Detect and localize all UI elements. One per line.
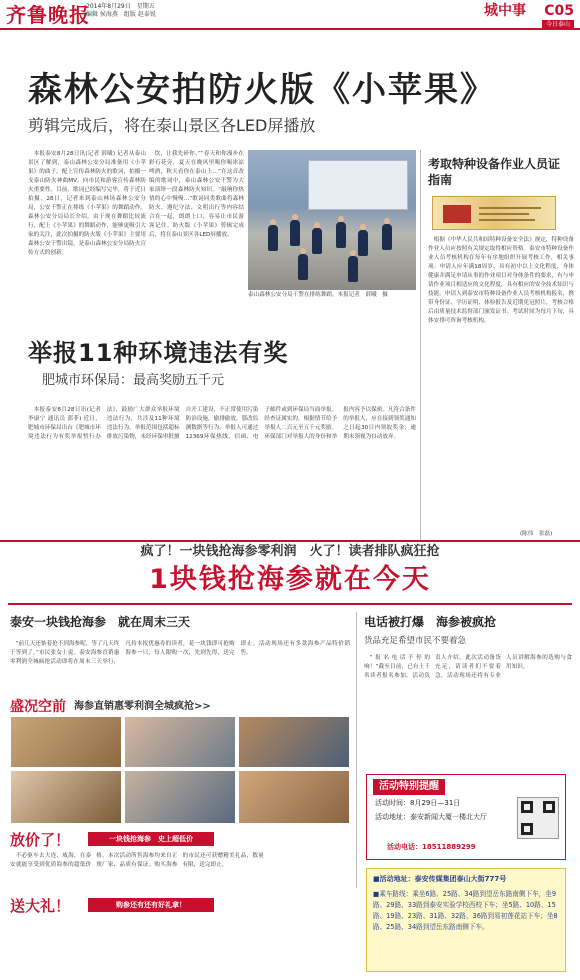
masthead: [0, 0, 580, 30]
address-line: ■活动地址：泰安传媒集团泰山大街777号: [373, 875, 507, 883]
ad-left-body: “前几天还惦着抢不到海参呢，等了几天终于等到了。”市民张女士说。泰安海参直销惠零利润全城疯抢活动即将在周末三天举行，凡持本报优惠券的读者，花一块钱即可抢购海参一只，每人限购一次，先到先得，送完即止。活动现场还有多款海参产品特价销售。: [10, 641, 350, 665]
issue-date: 2014年8月29日 星期五: [86, 3, 155, 10]
event-notice-title: 活动特别提醒: [373, 779, 445, 795]
story1-headline: 森林公安拍防火版《小苹果》: [28, 70, 496, 110]
certificate-image: [432, 196, 556, 230]
story1-column-1: 本报泰安8月28日讯(记者 薛曦) 记者从泰山景区了解到，泰山森林公安分局准备用《小苹果》的曲子，配上宣传森林防火的歌词，拍摄一支泰山防火神曲MV，向市民和游客宣传森林防火重要性。目前，歌词已经编写完毕，将于近日拍摄。28日，记者来到泰山林场森林公安分局，公安干警正在排练《小苹果》的舞蹈动作。森林公安分局局长介绍，由于现在舞蹈比较流行，配上《小苹果》的舞蹈动作，能够更吸引大家的关注，此次拍摄的防火版《小苹果》主要用森林公安干警出镜，是泰山森林公安分局防火宣传方式的创新。: [28, 151, 146, 256]
story3-headline: 举报11种环境违法有奖: [28, 339, 289, 367]
story2-headline: 考取特种设备作业人员证指南: [428, 157, 561, 187]
ad-top-divider: [0, 540, 580, 542]
story3-body: 本报泰安8月28日讯(记者 李康宁 通讯员 郭菲) 近日，肥城市环保局出台《肥城市环境违法行为有奖举报暂行办法》，鼓励广大群众举报环境违法行为，共涉及11种环境违法行为。举报范围包括超标排放污染物，未经环保审批擅自开工建设，不正常使用污染防治设施，偷排偷放，篡改监测数据等行为。举报人可通过12369环保热线、信函、电子邮件或到环保局当面举报。经查证属实的，根据情节给予举报人二百元至五千元奖励。环保部门对举报人的身份和举报内容予以保密。凡符合条件的举报人，应在接到领奖通知之日起30日内领取奖金，逾期未领视为自动放弃。: [28, 407, 416, 440]
newspaper-logo: 齐鲁晚报: [6, 3, 90, 27]
building-sign: [308, 160, 408, 210]
story2-byline: (陈伟 张磊): [520, 531, 553, 537]
sub-section-badge: 今日泰山: [542, 20, 574, 30]
bus-line: ■乘车路线：乘坐6路、25路、34路到望岳东路南侧下车，坐9路、29路、33路到泰安实验学校西校下车；坐5路、10路、15路、19路、23路、31路、32路、36路到易初莲花站下车；坐8路、25路、34路到望岳东路南侧下车。: [373, 890, 558, 931]
story1-caption: 泰山森林公安分局干警在排练舞蹈。本报记者 薛曦 摄: [248, 292, 388, 298]
ad-right-body: “报名电话不停的响！”截至目前，已有上千名读者报名参加。活动负责人介绍，此次活动备货充足，请读者们不要着急。活动现场还将有专业人员讲解海参的选购与食用知识。: [364, 655, 572, 679]
story1-subhead: 剪辑完成后，将在泰山景区各LED屏播放: [28, 116, 316, 135]
bottom-gift-strip: 购参还有还有好礼拿！: [88, 898, 214, 912]
qr-code: [517, 797, 559, 839]
section-title: 城中事: [484, 3, 526, 19]
story2-body: 根据《中华人民共和国特种设备安全法》规定，特种设备作业人员应按照有关规定取得相应资格。泰安市特种设备作业人员考核机构在每年有序地组织开展考核工作，相关事项：申请人应年满18周岁，具有初中以上文化程度，身体健康并满足申请从事的作业项目对身体条件的要求，有与申请作业项目相适应的文化程度，具有相应的安全技术知识与技能。申请人到泰安市特种设备作业人员考核机构报名，携带身份证、学历证明、体检报告及近期免冠照片，考核合格后由质量技术监督部门颁发证书。考试时间为每月下旬，具体安排可咨询考核机构。: [428, 237, 574, 324]
column-rule: [420, 150, 421, 540]
event-time: 活动时间：8月29日—31日: [375, 799, 461, 807]
promo-photo-grid: [10, 716, 350, 824]
bottom-gift-head: 送大礼！: [10, 897, 71, 915]
ad-right-sub: 货品充足希望市民不要着急: [364, 636, 467, 646]
page-code: C05: [544, 3, 574, 19]
bottom-body: 不必驱车去大连、威海，在泰安就能享受到优质海参的超低价格，本次活动所售海参均来自正规厂家，品质有保证。购买海参的市民还可获赠精美礼品，数量有限，送完即止。: [10, 853, 264, 868]
editor-credits: 编辑 侯海燕 组版 赵泰锐: [86, 11, 156, 18]
ad-column-rule: [356, 612, 357, 888]
promo-title: 盛况空前: [10, 699, 66, 715]
ad-tagline: 疯了！一块钱抢海参零利润 火了！读者排队疯狂抢: [140, 544, 440, 559]
transit-box: [366, 868, 566, 972]
issue-meta: [86, 3, 156, 19]
ad-left-head: 泰安一块钱抢海参 就在周末三天: [10, 615, 191, 629]
ad-big-title: 1块钱抢海参就在今天: [149, 564, 431, 595]
story3-subhead: 肥城市环保局：最高奖励五千元: [42, 373, 225, 388]
bottom-left-head: 放价了！: [10, 831, 71, 849]
story1-photo: [248, 150, 416, 290]
event-phone: 活动电话：18511889299: [387, 843, 476, 851]
promo-subtitle: 海参直销惠零利润全城疯抢>>: [74, 701, 211, 712]
story1-column-2: 饮，让我先碎你。”“春天和你漫步在彩石花旁，夏天在晚风里喝你喝冰凉啤酒，秋天看你在泰山上…”在这首改编的歌词中，泰山森林公安干警为大家演绎一段森林防火知识。“敲响你热情的心中慢慢…”歌词同类歌曲将森林防火、遵纪守法、文明出行等内容结合在一起，朗朗上口，容易让市民游客记住。防火版《小苹果》剪辑完成后，将在泰山景区各LED屏播放。: [149, 151, 244, 238]
event-place: 活动地址：泰安新闻大厦一楼北大厅: [375, 813, 487, 821]
ad-right-head: 电话被打爆 海参被疯抢: [364, 615, 497, 629]
event-notice-box: [366, 774, 566, 860]
bottom-left-strip: 一块钱抢海参 史上超低价: [88, 832, 214, 846]
ad-title-rule: [8, 603, 572, 605]
